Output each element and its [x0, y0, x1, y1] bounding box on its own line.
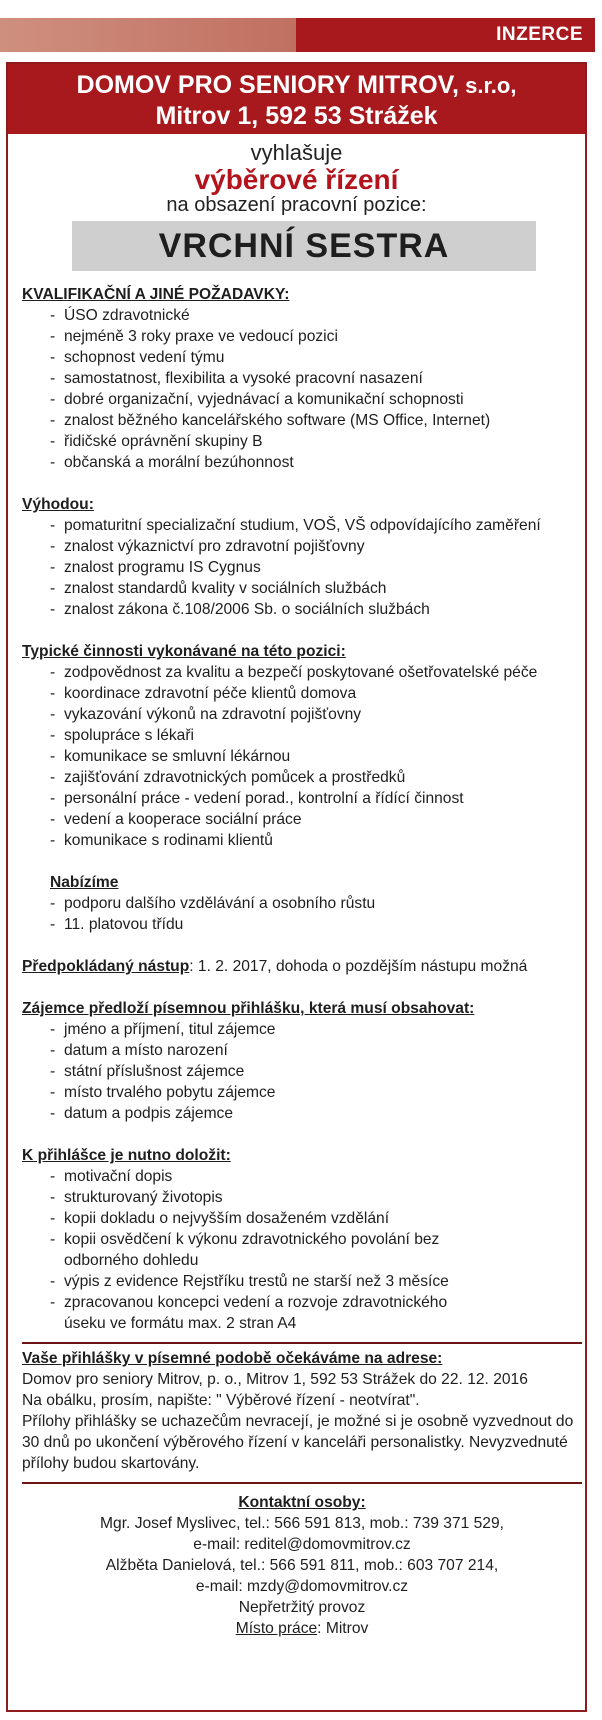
advert-body [22, 284, 582, 1639]
list-item: - datum a podpis zájemce [22, 1103, 582, 1124]
list-item: - vykazování výkonů na zdravotní pojišťovny [22, 704, 582, 725]
contact-email-1: e-mail: reditel@domovmitrov.cz [193, 1536, 411, 1553]
list-item: - výpis z evidence Rejstříku trestů ne starší než 3 měsíce [22, 1271, 462, 1292]
list-item: - řidičské oprávnění skupiny B [22, 431, 582, 452]
list-item: - spolupráce s lékaři [22, 725, 582, 746]
list-item: - samostatnost, flexibilita a vysoké pracovní nasazení [22, 368, 582, 389]
list-item: - 11. platovou třídu [22, 914, 582, 935]
application-heading: Zájemce předloží písemnou přihlášku, která musí obsahovat: [22, 1000, 475, 1017]
announce-verb: vyhlašuje [250, 140, 343, 165]
attachments-heading: K přihlášce je nutno doložit: [22, 1147, 231, 1164]
activities-heading: Typické činnosti vykonávané na této pozici: [22, 643, 346, 660]
list-item: - koordinace zdravotní péče klientů domova [22, 683, 582, 704]
application-section [22, 998, 582, 1124]
attachments-section [22, 1145, 582, 1334]
list-item: - podporu dalšího vzdělávání a osobního růstu [22, 893, 582, 914]
advantage-heading: Výhodou: [22, 496, 94, 513]
contacts-section [22, 1492, 582, 1639]
list-item: - komunikace se smluvní lékárnou [22, 746, 582, 767]
advantage-list [22, 515, 582, 620]
offer-heading: Nabízíme [50, 874, 119, 891]
start-date [22, 956, 582, 977]
employer-name: DOMOV PRO SENIORY MITROV, s.r.o, [76, 71, 517, 99]
ad-tag: INZERCE [496, 24, 583, 45]
attachments-list [22, 1166, 462, 1334]
announce-subtitle: na obsazení pracovní pozice: [166, 194, 427, 216]
list-item: - strukturovaný životopis [22, 1187, 462, 1208]
list-item: - kopii osvědčení k výkonu zdravotnického povolání bez odborného dohledu [22, 1229, 462, 1271]
list-item: - zajišťování zdravotnických pomůcek a prostředků [22, 767, 582, 788]
contact-person-2: Alžběta Danielová, tel.: 566 591 811, mob.: 603 707 214, [105, 1557, 499, 1574]
start-label: Předpokládaný nástup [22, 958, 190, 975]
contact-email-2: e-mail: mzdy@domovmitrov.cz [195, 1578, 409, 1595]
activities-section [22, 641, 582, 851]
announce-title: výběrové řízení [194, 164, 399, 195]
application-list [22, 1019, 582, 1124]
contact-person-1: Mgr. Josef Myslivec, tel.: 566 591 813, mob.: 739 371 529, [100, 1515, 504, 1532]
offer-section [22, 872, 582, 935]
divider-2 [22, 1482, 582, 1484]
list-item: - ÚSO zdravotnické [22, 305, 582, 326]
workplace-label: Místo práce [235, 1620, 318, 1637]
advantage-section [22, 494, 582, 620]
list-item: - znalost běžného kancelářského software (MS Office, Internet) [22, 410, 582, 431]
list-item: - jméno a příjmení, titul zájemce [22, 1019, 582, 1040]
banner-red-block [296, 18, 595, 52]
banner-gradient [0, 18, 296, 52]
list-item: - nejméně 3 roky praxe ve vedoucí pozici [22, 326, 582, 347]
list-item: - datum a místo narození [22, 1040, 582, 1061]
list-item: - komunikace s rodinami klientů [22, 830, 582, 851]
address-line-2: Na obálku, prosím, napište: " Výběrové řízení - neotvírat". [22, 1392, 420, 1409]
requirements-section [22, 284, 582, 473]
workplace [22, 1618, 582, 1639]
list-item: - státní příslušnost zájemce [22, 1061, 582, 1082]
list-item: - motivační dopis [22, 1166, 462, 1187]
divider-1 [22, 1342, 582, 1344]
list-item: - znalost výkaznictví pro zdravotní pojišťovny [22, 536, 582, 557]
offer-list [22, 893, 582, 935]
list-item: - personální práce - vedení porad., kontrolní a řídící činnost [22, 788, 582, 809]
list-item: - schopnost vedení týmu [22, 347, 582, 368]
workplace-value: : Mitrov [317, 1620, 369, 1637]
list-item: - zodpovědnost za kvalitu a bezpečí poskytované ošetřovatelské péče [22, 662, 582, 683]
list-item: - občanská a morální bezúhonnost [22, 452, 582, 473]
list-item: - zpracovanou koncepci vedení a rozvoje zdravotnického úseku ve formátu max. 2 stran A4 [22, 1292, 462, 1334]
requirements-heading: KVALIFIKAČNÍ A JINÉ POŽADAVKY: [22, 286, 290, 303]
advert-frame [6, 62, 587, 1712]
list-item: - místo trvalého pobytu zájemce [22, 1082, 582, 1103]
employer-address: Mitrov 1, 592 53 Strážek [155, 102, 438, 130]
position-box [72, 221, 536, 271]
list-item: - kopii dokladu o nejvyšším dosaženém vzdělání [22, 1208, 462, 1229]
list-item: - dobré organizační, vyjednávací a komunikační schopnosti [22, 389, 582, 410]
activities-list [22, 662, 582, 851]
list-item: - znalost standardů kvality v sociálních službách [22, 578, 582, 599]
position-title: VRCHNÍ SESTRA [158, 227, 450, 265]
address-line-3: Přílohy přihlášky se uchazečům nevracejí, je možné si je osobně vyzvednout do 30 dnů po ukončení výběrového řízení v kanceláři personalistky. Nevyzvednuté přílohy budou skartovány. [22, 1413, 574, 1472]
contacts-heading: Kontaktní osoby: [238, 1494, 366, 1511]
address-heading: Vaše přihlášky v písemné podobě očekáváme na adrese: [22, 1350, 443, 1367]
requirements-list [22, 305, 582, 473]
address-line-1: Domov pro seniory Mitrov, p. o., Mitrov 1, 592 53 Strážek do 22. 12. 2016 [22, 1371, 528, 1388]
address-section [22, 1348, 582, 1474]
shift-info: Nepřetržitý provoz [238, 1599, 366, 1616]
start-value: : 1. 2. 2017, dohoda o pozdějším nástupu možná [189, 958, 528, 975]
list-item: - znalost zákona č.108/2006 Sb. o sociálních službách [22, 599, 582, 620]
list-item: - vedení a kooperace sociální práce [22, 809, 582, 830]
list-item: - znalost programu IS Cygnus [22, 557, 582, 578]
employer-header [8, 64, 585, 134]
list-item: - pomaturitní specializační studium, VOŠ, VŠ odpovídajícího zaměření [22, 515, 582, 536]
top-banner [0, 18, 595, 52]
